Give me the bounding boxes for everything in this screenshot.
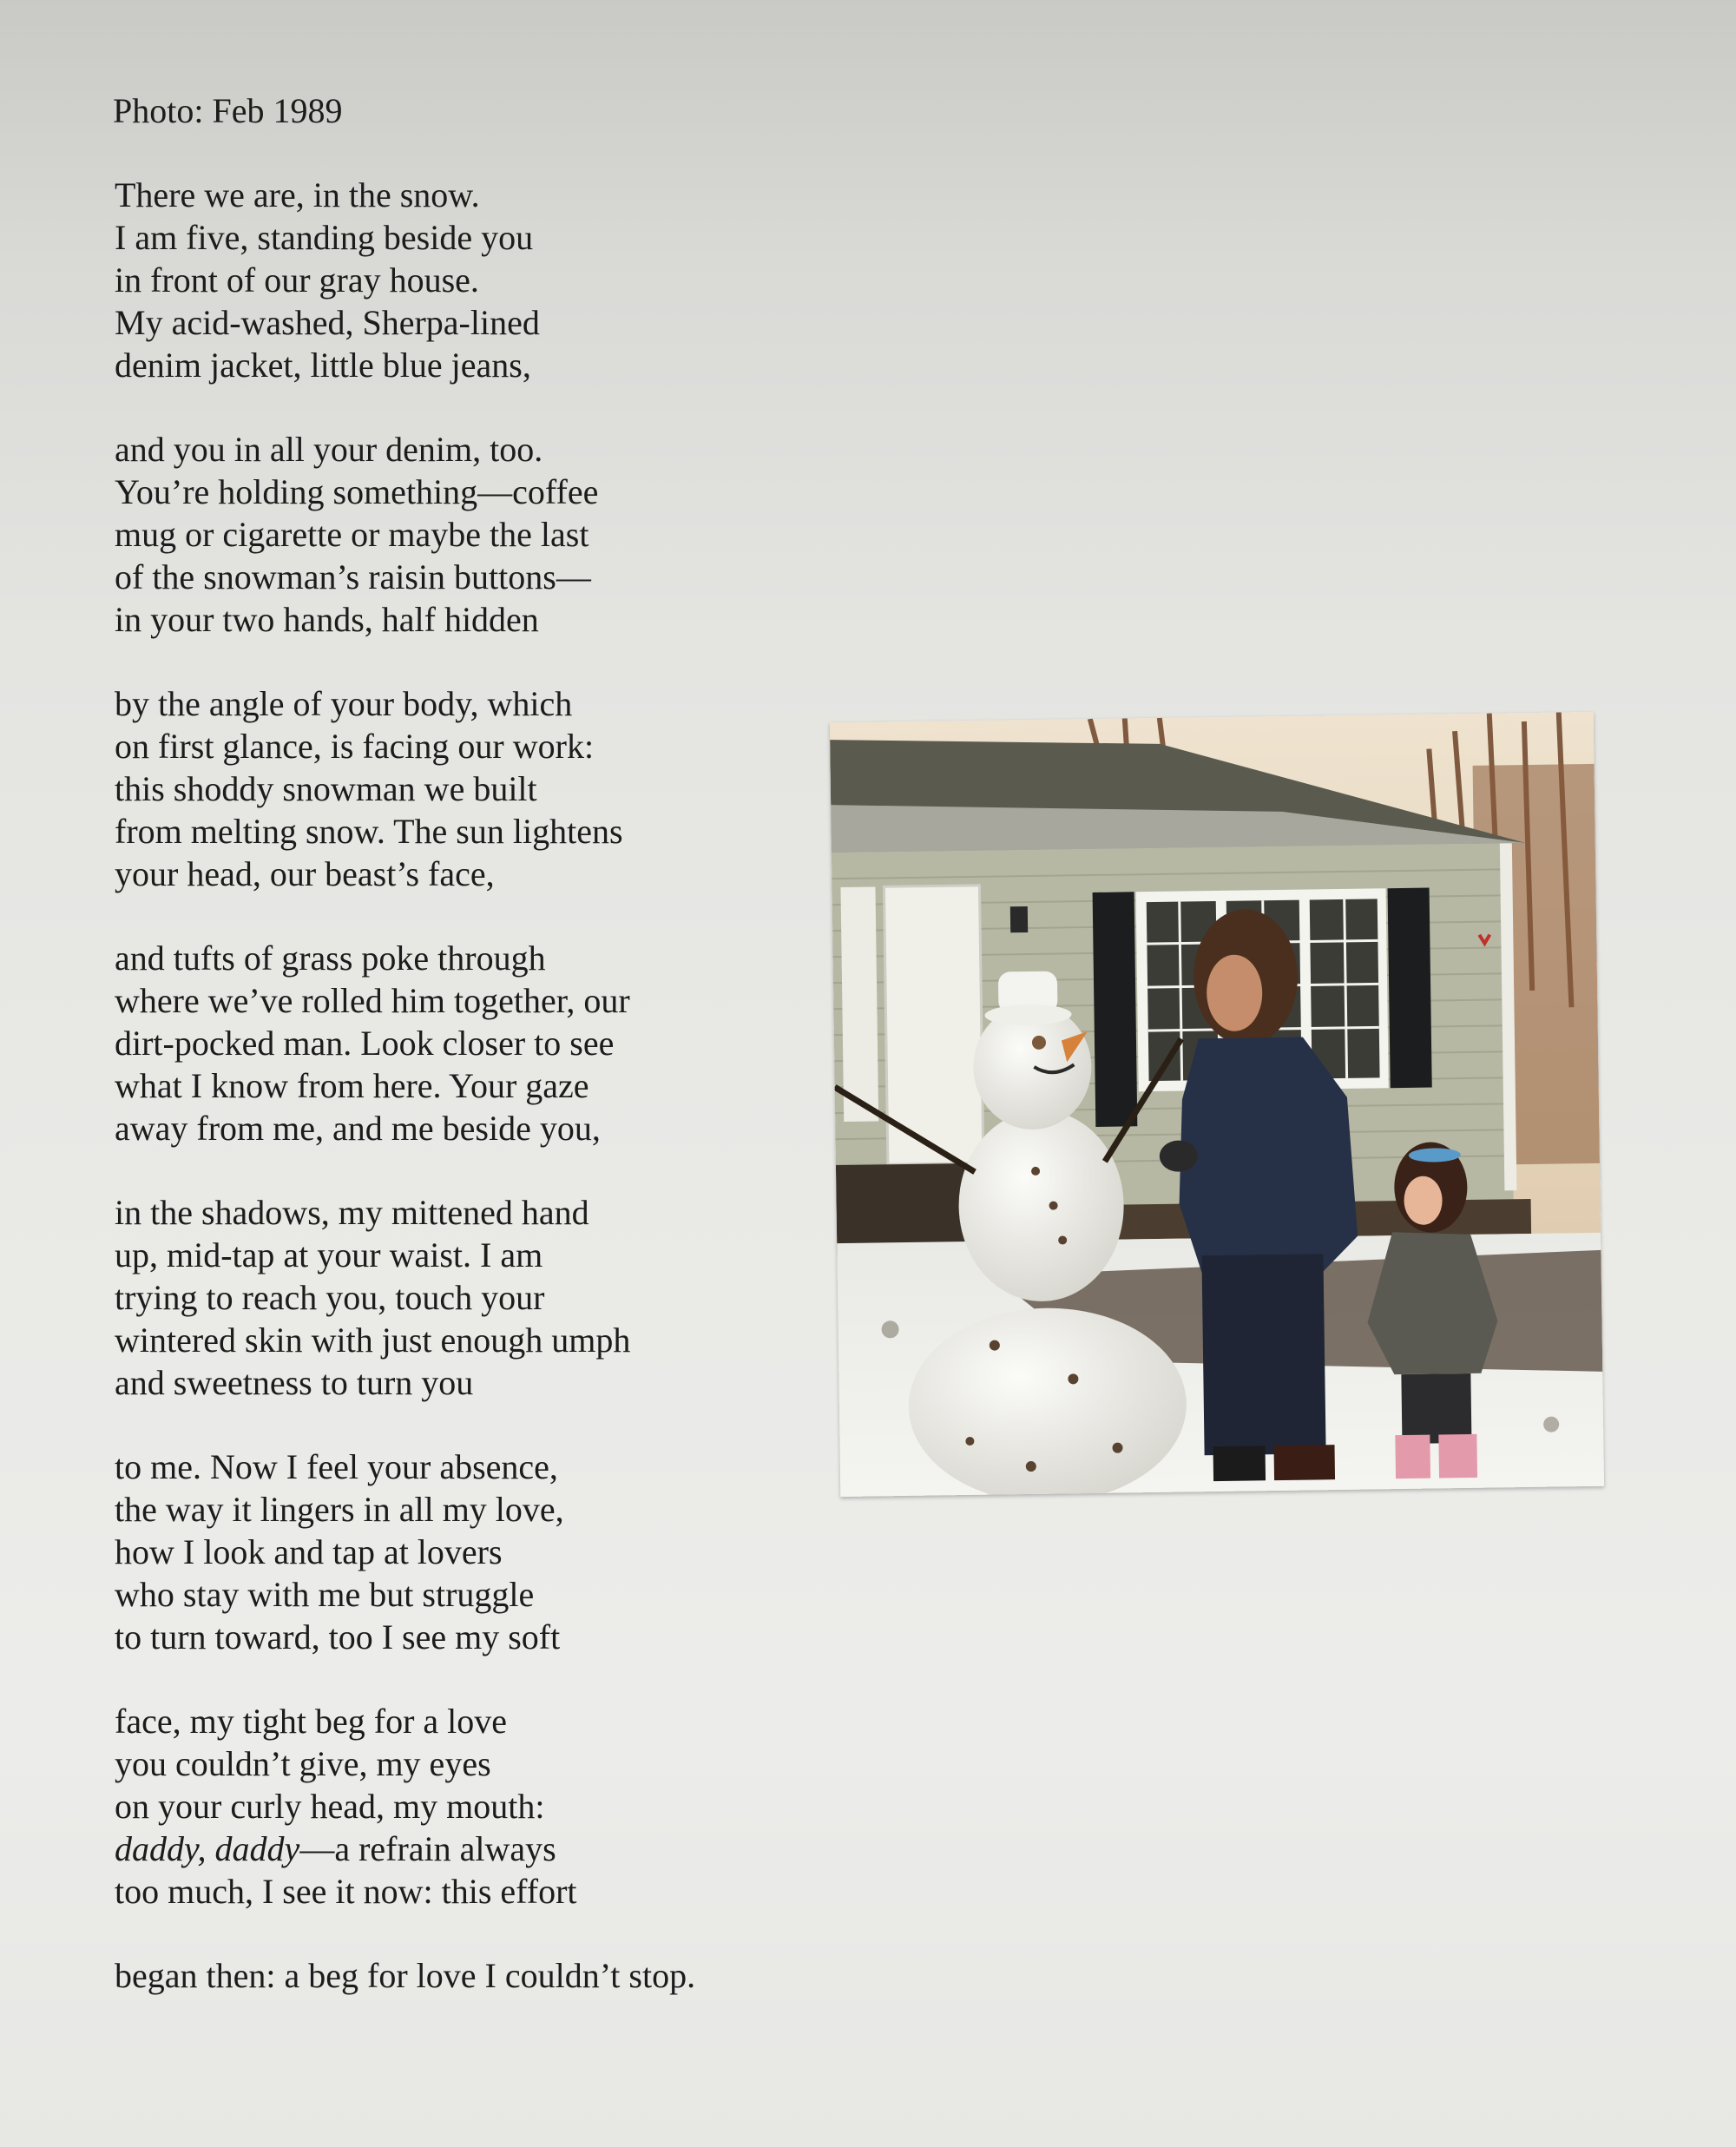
poem-line: to me. Now I feel your absence, [115, 1447, 558, 1486]
poem-line: too much, I see it now: this effort [115, 1872, 577, 1911]
italic-phrase: daddy, daddy [115, 1829, 300, 1868]
line-rest: —a refrain always [299, 1829, 556, 1868]
poem-line: trying to reach you, touch your [115, 1278, 545, 1317]
snowman-photo [830, 712, 1604, 1497]
stanza [115, 1700, 861, 1913]
poem-title: Photo: Feb 1989 [113, 91, 343, 130]
stanza [115, 428, 861, 641]
poem-line: in front of our gray house. [115, 260, 479, 300]
stanza [115, 682, 861, 895]
poem-line: began then: a beg for love I couldn’t stop. [115, 1956, 696, 1995]
poem-line: away from me, and me beside you, [115, 1109, 601, 1148]
stanza [115, 1446, 861, 1658]
photo-illustration [830, 712, 1604, 1497]
poem-line: There we are, in the snow. [115, 175, 480, 214]
poem-line: by the angle of your body, which [115, 684, 573, 723]
stanza [115, 937, 861, 1149]
poem-line: I am five, standing beside you [115, 218, 534, 257]
poem-line: face, my tight beg for a love [115, 1702, 508, 1741]
poem-line: mug or cigarette or maybe the last [115, 515, 589, 554]
poem-line: where we’ve rolled him together, our [115, 981, 630, 1020]
stanza [115, 1954, 861, 1997]
stanza [115, 1191, 861, 1404]
poem-line: in the shadows, my mittened hand [115, 1193, 589, 1232]
poem-line: from melting snow. The sun lightens [115, 812, 623, 851]
poem-line: and sweetness to turn you [115, 1363, 474, 1402]
poem-line: the way it lingers in all my love, [115, 1490, 564, 1529]
poem-line: to turn toward, too I see my soft [115, 1617, 561, 1656]
poem-line: and tufts of grass poke through [115, 938, 546, 978]
poem-line: this shoddy snowman we built [115, 769, 537, 808]
poem-line: up, mid-tap at your waist. I am [115, 1235, 543, 1274]
poem-line: how I look and tap at lovers [115, 1532, 503, 1571]
poem-line: on your curly head, my mouth: [115, 1787, 545, 1826]
poem-line: what I know from here. Your gaze [115, 1066, 589, 1105]
poem-line: and you in all your denim, too. [115, 430, 543, 469]
poem-line: on first glance, is facing our work: [115, 727, 595, 766]
poem-line: your head, our beast’s face, [115, 854, 495, 893]
poem-line [115, 1828, 861, 1870]
poem-line: of the snowman’s raisin buttons— [115, 557, 591, 596]
stanza [115, 174, 861, 386]
poem-line: denim jacket, little blue jeans, [115, 346, 531, 385]
poem-line: You’re holding something—coffee [115, 472, 599, 511]
poem-line: My acid-washed, Sherpa-lined [115, 303, 540, 342]
poem-line: you couldn’t give, my eyes [115, 1744, 491, 1783]
poem-body [115, 174, 861, 2038]
poem-line: wintered skin with just enough umph [115, 1320, 631, 1360]
poem-line: dirt-pocked man. Look closer to see [115, 1024, 615, 1063]
poem-line: in your two hands, half hidden [115, 600, 539, 639]
poem-line: who stay with me but struggle [115, 1575, 535, 1614]
